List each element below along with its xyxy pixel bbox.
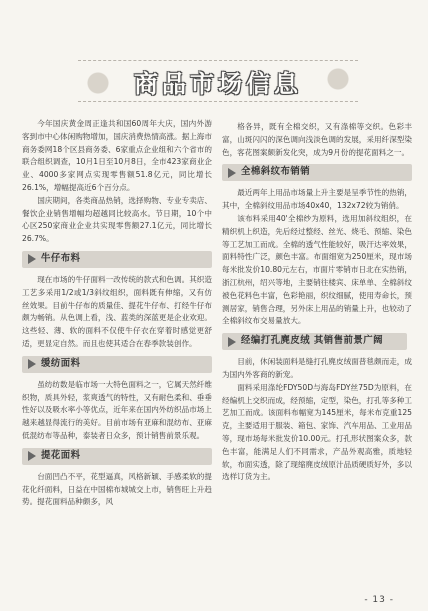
- triangle-bullet-icon: [28, 359, 36, 369]
- triangle-bullet-icon: [228, 337, 236, 347]
- banner-decoration-right: [302, 61, 358, 101]
- section-banner: [78, 60, 358, 102]
- denim-paragraph: 现在市场的牛仔面料一改传统的款式和色调。其织造工艺多采用1/2或1/3斜纹组织，面料既有伸缩，又有仿丝效果。目前牛仔布的质量佳、提花牛仔布、打经牛仔布颇为畅销。从色调上看，浅、蓝类的深蓝更是企业欢迎。这些轻、薄、软的面料不仅使牛仔衣在穿着时感觉更舒适，更显定自然。而且也使其适合在春季款装创作。: [22, 274, 212, 348]
- section-heading-jacquard: [22, 448, 212, 465]
- section-heading-twill: [222, 164, 412, 181]
- section-heading-linen: [22, 356, 212, 373]
- section-title: 缓纺面料: [41, 357, 81, 369]
- triangle-bullet-icon: [28, 451, 36, 461]
- twill-paragraph-1: 最近两年上用品市场量上升主要是呈季节性的热销，其中，全棉斜纹用品市场40x40，132x72较为销俏。: [222, 188, 412, 211]
- banner-decoration-left: [78, 61, 134, 101]
- section-heading-denim: [22, 251, 212, 268]
- section-title: 提花面料: [41, 449, 81, 461]
- left-column: [22, 118, 212, 509]
- triangle-bullet-icon: [228, 168, 236, 178]
- jacquard-paragraph: 台面凹凸不平，花型逼真，风格新颖、手感柔软的提花化纤面料，日益在中国棉布城城交上市，销售旺上升趋势。提花面料品种颇多，风: [22, 471, 212, 507]
- section-heading-suede: [222, 333, 407, 350]
- page-number: - 13 -: [364, 595, 394, 605]
- twill-paragraph-2: 该布料采用40'全棉纱为原料，选用加斜纹组织，在精织机上织造，先后经过整经、丝光、烧毛、预缩、染色等工艺加工而成。全棉的透气性能较好，吸汗达率效果，面料特性广泛，颜色丰富。布面细宽为250厘米，现市场每米批发价10.80元左右，市面片零销市日北在实热销，浙江杭州，绍兴等地，主要销往楼宾、床单单、全棉斜纹被色花料色丰富，色彩艳丽，织纹细腻，使用寿命长，预测居家，销售合理，另外床上用品的销量上升，也较动了全棉斜纹布交易量放大。: [222, 213, 412, 326]
- section-title: 牛仔布料: [41, 253, 81, 265]
- banner-title: 商品市场信息: [134, 68, 302, 98]
- right-column: [222, 121, 412, 484]
- continuation-paragraph: 格各异，既有全棉交织，又有涤棉等交织。色彩丰富，山斑闪闪的深色调向浅淡色调的发展，采用纤深型染色，客花图案颇新发化突，成为9月份的提花面料之一。: [222, 122, 412, 157]
- section-title: 全棉斜纹布销销: [241, 166, 311, 178]
- section-title: 经编打孔麂皮绒 其销售前景广阔: [241, 335, 384, 347]
- intro-paragraph-1: 今年国庆黄金周正逢共和国60周年大庆，国内外游客到市中心体闲购物增加，国庆消费热情高涨。据上海市商务委网18个区县商务委、6家重点企业组和六个省市的联合组织调查，10月1日至10月8日，全市423家商业企业、4000多家网点实现零售额51.8亿元，同比增长26.1%，增幅提高近6个百分点。: [22, 119, 212, 192]
- linen-paragraph: 虽纺纺数是临市场一大特色面料之一，它属天然纤维织物，质具外轻，浆爽透气的特性，又有耐色柔和、垂垂性好以及吸水率小等优点，近年来在国内外纺织品市场上越来越显得流行的美好。目前市场有亚麻和混纺布、亚麻低混纺布等品种，泰装者日众多，预计销售前景乐观。: [22, 379, 212, 440]
- suede-paragraph-2: 面料采用涤纶FDY50D与海岛FDY丝75D为原料，在经编机上交织而成，经预缩，定型，染色，打孔等多种工艺加工而成。该面料布幅宽为145厘米，每米布克重125克，主要适用于服装、箱包、家饰、汽车用品、工业用品等，现市场每米批发价10.00元。打孔形状图案众多，款色丰富，能满足人们不同需求，产品外观高雅，质地轻软，布面实透，除了现缩麂皮绒原汁品质硬质好外，多以选样订货为主。: [222, 382, 412, 482]
- triangle-bullet-icon: [28, 254, 36, 264]
- intro-paragraph-2: 国庆期间，各类商品热销，选择购物、专业专卖店、餐饮企业销售增幅均超越同比较高水。节日期，10个中心区250家商业企业共实现零售额27.1亿元，同比增长26.7%。: [22, 195, 212, 244]
- suede-paragraph-1: 目前，休闲装面料是缝打孔麂皮绒面普毯颇而走，成为国内外客商的新宠。: [222, 357, 412, 379]
